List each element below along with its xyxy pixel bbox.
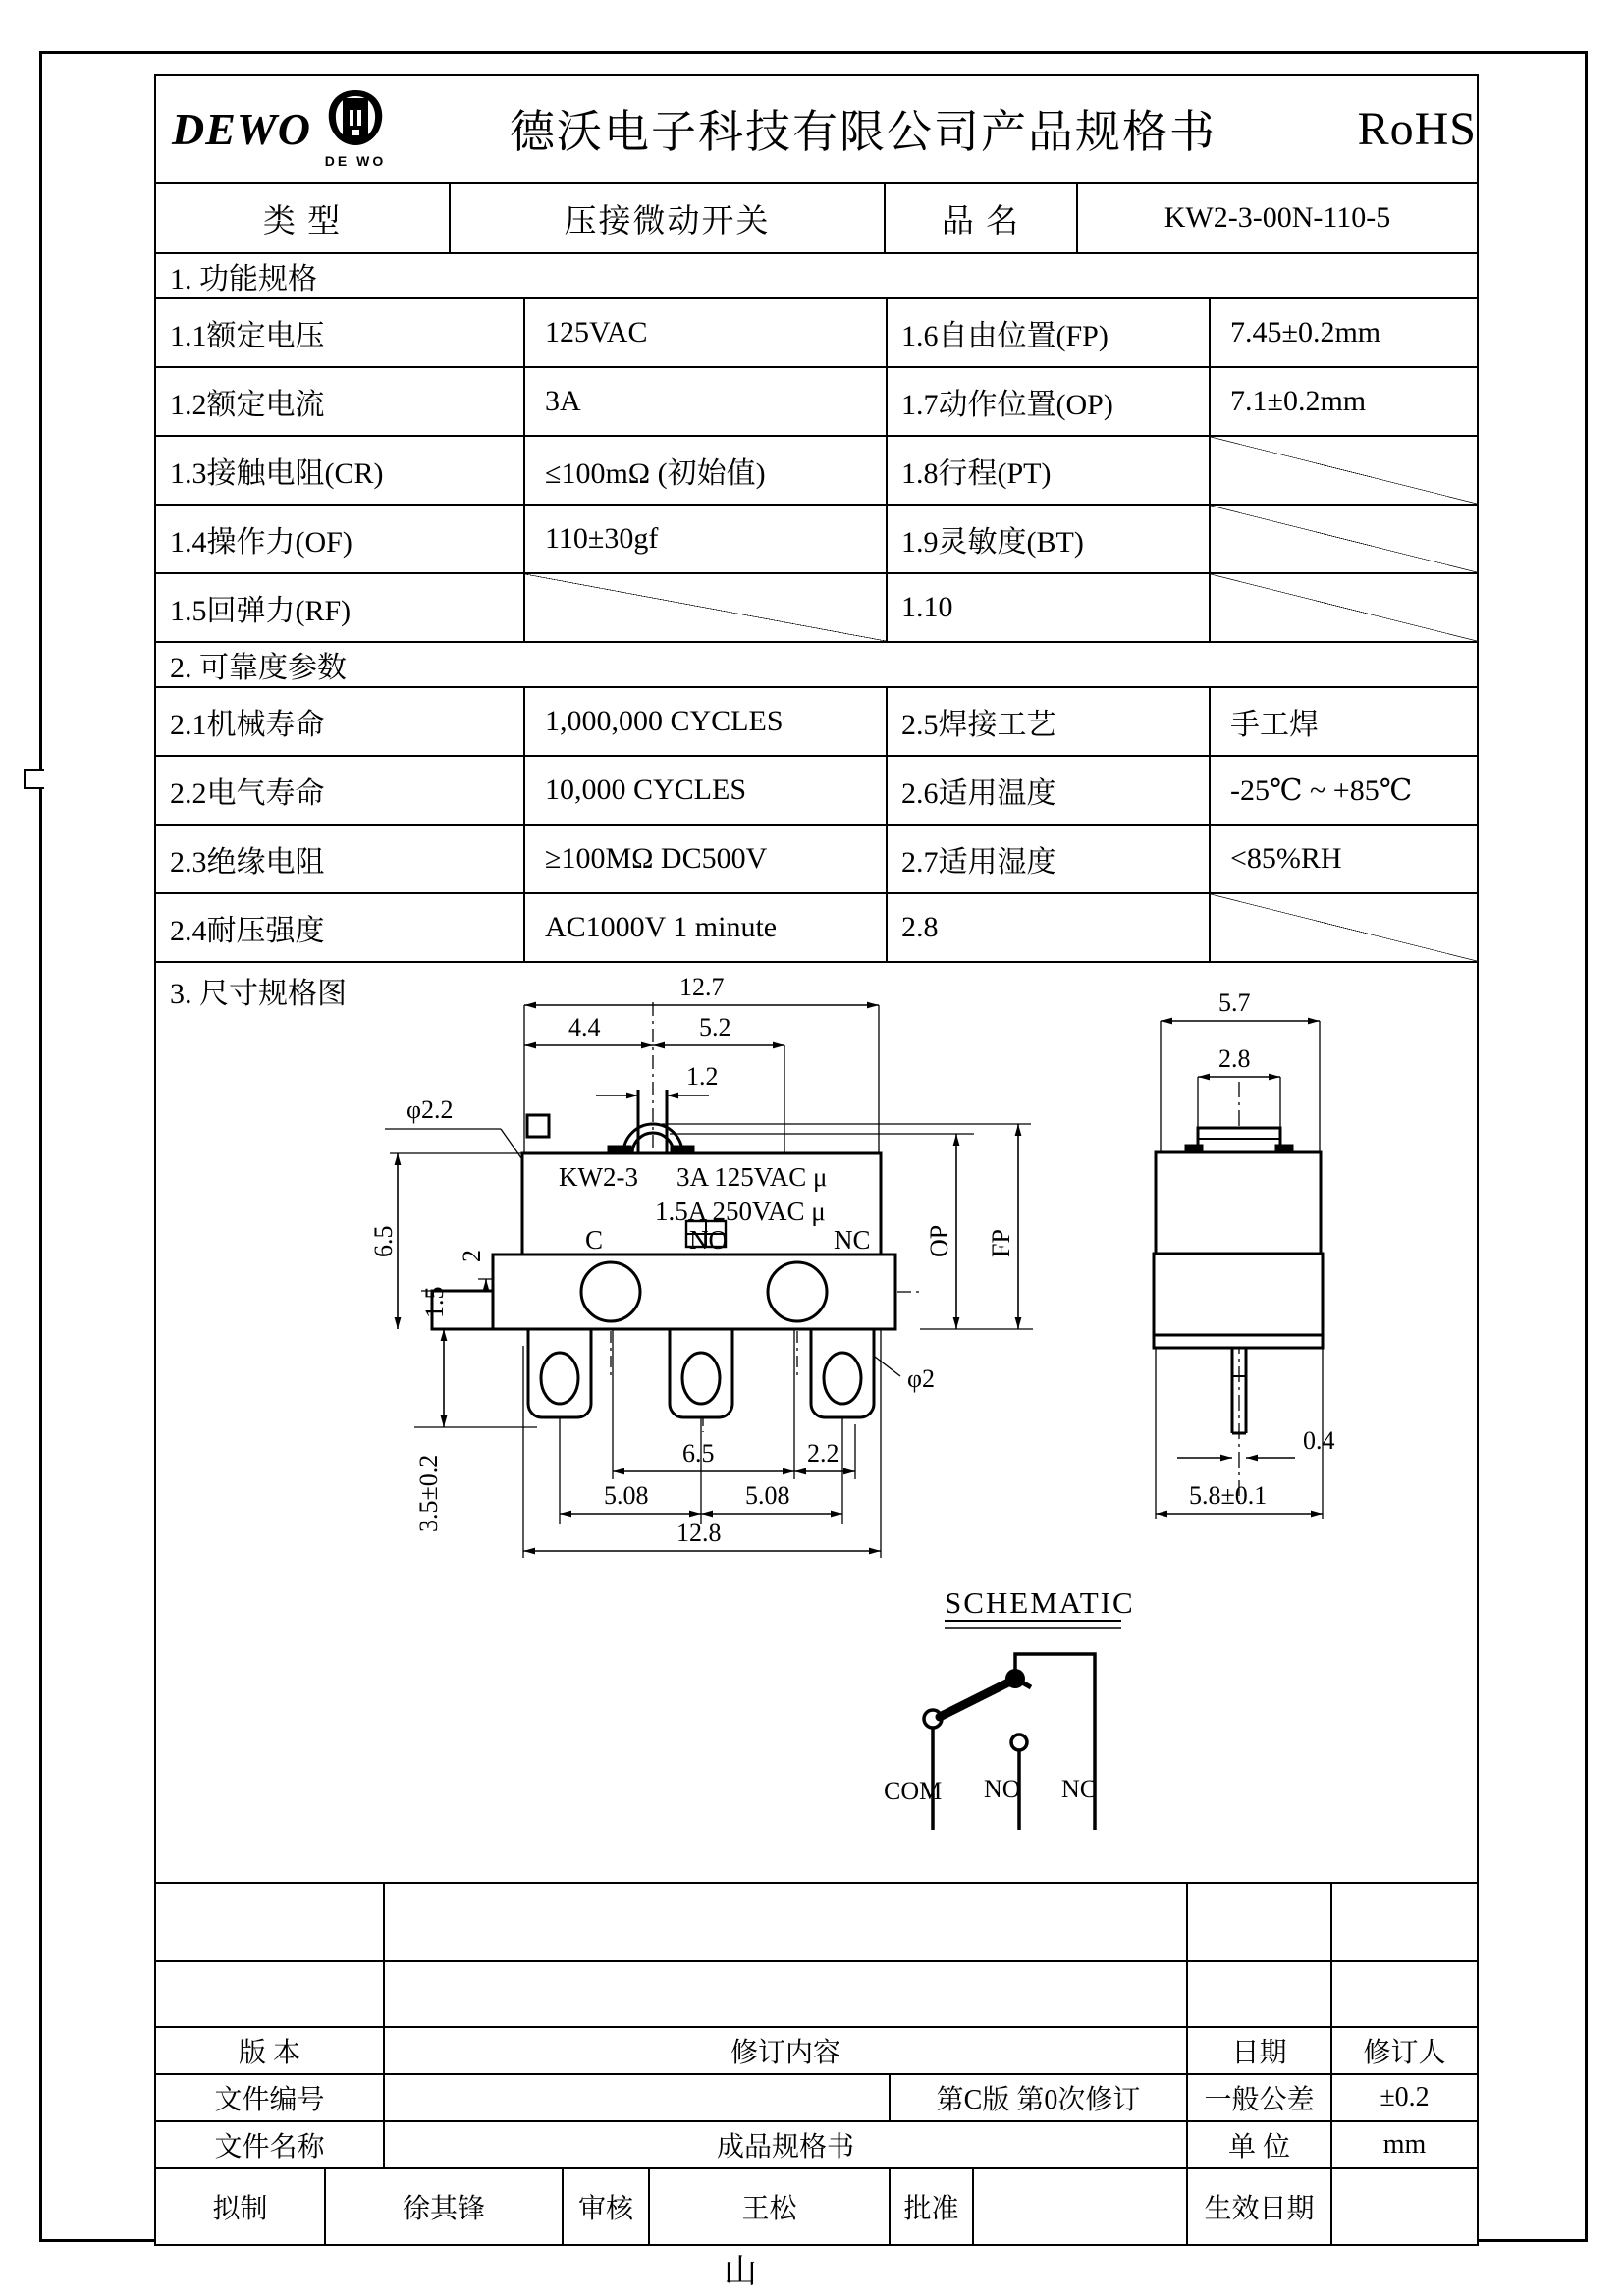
terminal-no-label: NO	[689, 1225, 728, 1255]
spec-label: 1.4操作力(OF)	[156, 506, 525, 572]
dim-508b: 5.08	[745, 1481, 790, 1510]
binding-notch	[24, 769, 44, 789]
revision-empty-row	[156, 1962, 1477, 2028]
dim-44: 4.4	[568, 1013, 601, 1041]
signature-row	[156, 2169, 1477, 2244]
spec-value: ≤100mΩ (初始值)	[525, 437, 888, 504]
dim-128: 12.8	[676, 1519, 722, 1547]
unit-label: 单 位	[1188, 2122, 1332, 2167]
dim-65-left: 6.5	[369, 1225, 398, 1257]
schematic-no-label: NO	[984, 1775, 1021, 1803]
type-row	[156, 184, 1477, 254]
sheet-border	[39, 51, 1588, 2242]
spec-label: 2.2电气寿命	[156, 757, 525, 824]
spec-label: 2.1机械寿命	[156, 688, 525, 755]
spec-value: <85%RH	[1230, 842, 1342, 875]
dim-35: 3.5±0.2	[414, 1454, 443, 1532]
date-label: 日期	[1188, 2028, 1332, 2073]
spec-value: 手工焊	[1230, 709, 1319, 741]
spec-label: 2.3绝缘电阻	[156, 826, 525, 892]
type-label: 类 型	[156, 184, 451, 252]
spec-value: AC1000V 1 minute	[525, 894, 888, 961]
spec-value: ≥100MΩ DC500V	[525, 826, 888, 892]
bottom-page-mark: 山	[724, 2254, 757, 2290]
spec-label: 2.6适用温度	[888, 757, 1211, 824]
body-marking-rating2: 1.5A 250VAC μ	[655, 1197, 826, 1226]
dim-508a: 5.08	[604, 1481, 649, 1510]
empty-diagonal-cell	[525, 574, 888, 641]
schematic-nc-label: NC	[1061, 1775, 1098, 1803]
spec-value: 10,000 CYCLES	[525, 757, 888, 824]
body-marking-model: KW2-3	[559, 1162, 638, 1192]
spec-row	[156, 894, 1477, 963]
spec-label: 2.5焊接工艺	[888, 688, 1211, 755]
approve-label: 批准	[891, 2169, 974, 2244]
dim-28: 2.8	[1218, 1044, 1251, 1073]
dim-22: 2.2	[807, 1439, 839, 1468]
effective-date-label: 生效日期	[1188, 2169, 1332, 2244]
dim-body-width: 12.7	[679, 973, 725, 1001]
spec-table	[154, 74, 1479, 2246]
section1-title: 1. 功能规格	[156, 254, 1477, 299]
spec-label: 1.9灵敏度(BT)	[888, 506, 1211, 572]
spec-row	[156, 506, 1477, 574]
schematic-contact-dot	[1005, 1669, 1025, 1688]
revision-empty-row	[156, 1884, 1477, 1962]
spec-row	[156, 826, 1477, 894]
spec-row	[156, 688, 1477, 757]
doc-no-label: 文件编号	[156, 2075, 385, 2120]
dewo-wordmark: DEWO	[172, 103, 312, 154]
type-value: 压接微动开关	[451, 184, 886, 252]
dimension-drawing	[156, 963, 1477, 1882]
spec-label: 1.10	[888, 574, 1211, 641]
dim-52: 5.2	[699, 1013, 731, 1041]
doc-name-row	[156, 2122, 1477, 2169]
product-name-label: 品 名	[886, 184, 1078, 252]
spec-value: 7.45±0.2mm	[1230, 316, 1381, 348]
tolerance-value: ±0.2	[1380, 2082, 1430, 2112]
doc-name-label: 文件名称	[156, 2122, 385, 2167]
spec-label: 1.8行程(PT)	[888, 437, 1211, 504]
unit-value: mm	[1382, 2129, 1427, 2160]
edition-value: 第C版 第0次修订	[891, 2075, 1188, 2120]
version-label: 版 本	[156, 2028, 385, 2073]
section3-title: 3. 尺寸规格图	[170, 978, 347, 1010]
review-name: 王松	[650, 2169, 891, 2244]
spec-value: 110±30gf	[525, 506, 888, 572]
doc-no-value	[385, 2075, 891, 2120]
dim-phi2: φ2	[907, 1364, 936, 1393]
revision-content-label: 修订内容	[385, 2028, 1188, 2073]
spec-label: 1.3接触电阻(CR)	[156, 437, 525, 504]
drawing-row	[156, 963, 1477, 1884]
header-band	[156, 76, 1477, 184]
empty-diagonal-cell	[1211, 574, 1477, 641]
dim-57: 5.7	[1218, 988, 1251, 1017]
spec-value: -25℃ ~ +85℃	[1230, 774, 1413, 807]
dewo-logo-icon	[319, 88, 392, 169]
schematic-com-label: COM	[884, 1777, 943, 1805]
section2-title: 2. 可靠度参数	[156, 643, 1477, 688]
product-name-value: KW2-3-00N-110-5	[1163, 201, 1391, 234]
spec-row	[156, 757, 1477, 826]
empty-diagonal-cell	[1211, 437, 1477, 504]
effective-date-value	[1332, 2169, 1477, 2244]
spec-value: 7.1±0.2mm	[1230, 385, 1367, 417]
dim-12: 1.2	[686, 1062, 719, 1091]
spec-value: 3A	[525, 368, 888, 435]
empty-diagonal-cell	[1211, 506, 1477, 572]
body-marking-rating1: 3A 125VAC μ	[676, 1162, 828, 1192]
doc-title: 德沃电子科技有限公司产品规格书	[510, 107, 1217, 157]
spec-label: 1.5回弹力(RF)	[156, 574, 525, 641]
spec-label: 1.1额定电压	[156, 299, 525, 366]
spec-label: 1.2额定电流	[156, 368, 525, 435]
dim-2: 2	[458, 1250, 486, 1262]
dim-15: 1.5	[420, 1286, 449, 1318]
dim-fp: FP	[987, 1229, 1015, 1257]
spec-row	[156, 574, 1477, 643]
doc-name-value: 成品规格书	[385, 2122, 1188, 2167]
spec-row	[156, 437, 1477, 506]
terminal-nc-label: NC	[834, 1225, 871, 1255]
review-label: 审核	[564, 2169, 650, 2244]
version-header-row	[156, 2028, 1477, 2075]
spec-value: 1,000,000 CYCLES	[525, 688, 888, 755]
draft-name: 徐其锋	[326, 2169, 564, 2244]
spec-label: 2.7适用湿度	[888, 826, 1211, 892]
dim-op: OP	[925, 1224, 953, 1257]
doc-no-row	[156, 2075, 1477, 2122]
spec-row	[156, 299, 1477, 368]
dim-04: 0.4	[1303, 1426, 1335, 1455]
spec-value: 125VAC	[525, 299, 888, 366]
dim-58: 5.8±0.1	[1189, 1481, 1268, 1510]
schematic-lever	[940, 1682, 1010, 1717]
rohs-mark: RoHS	[1357, 102, 1477, 155]
reviser-label: 修订人	[1363, 2038, 1446, 2068]
terminal-c-label: C	[585, 1225, 604, 1255]
empty-diagonal-cell	[1211, 894, 1477, 961]
draft-label: 拟制	[156, 2169, 326, 2244]
spec-label: 1.6自由位置(FP)	[888, 299, 1211, 366]
dimension-drawing-svg	[156, 963, 1473, 1882]
schematic-title: SCHEMATIC	[945, 1585, 1135, 1620]
dim-phi22: φ2.2	[406, 1095, 454, 1124]
tolerance-label: 一般公差	[1188, 2075, 1332, 2120]
brand-block	[156, 88, 510, 169]
spec-label: 1.7动作位置(OP)	[888, 368, 1211, 435]
spec-label: 2.8	[888, 894, 1211, 961]
spec-label: 2.4耐压强度	[156, 894, 525, 961]
approve-name	[974, 2169, 1188, 2244]
dim-65-bottom: 6.5	[682, 1439, 715, 1468]
spec-row	[156, 368, 1477, 437]
dewo-logo-caption: DE WO	[324, 153, 387, 169]
